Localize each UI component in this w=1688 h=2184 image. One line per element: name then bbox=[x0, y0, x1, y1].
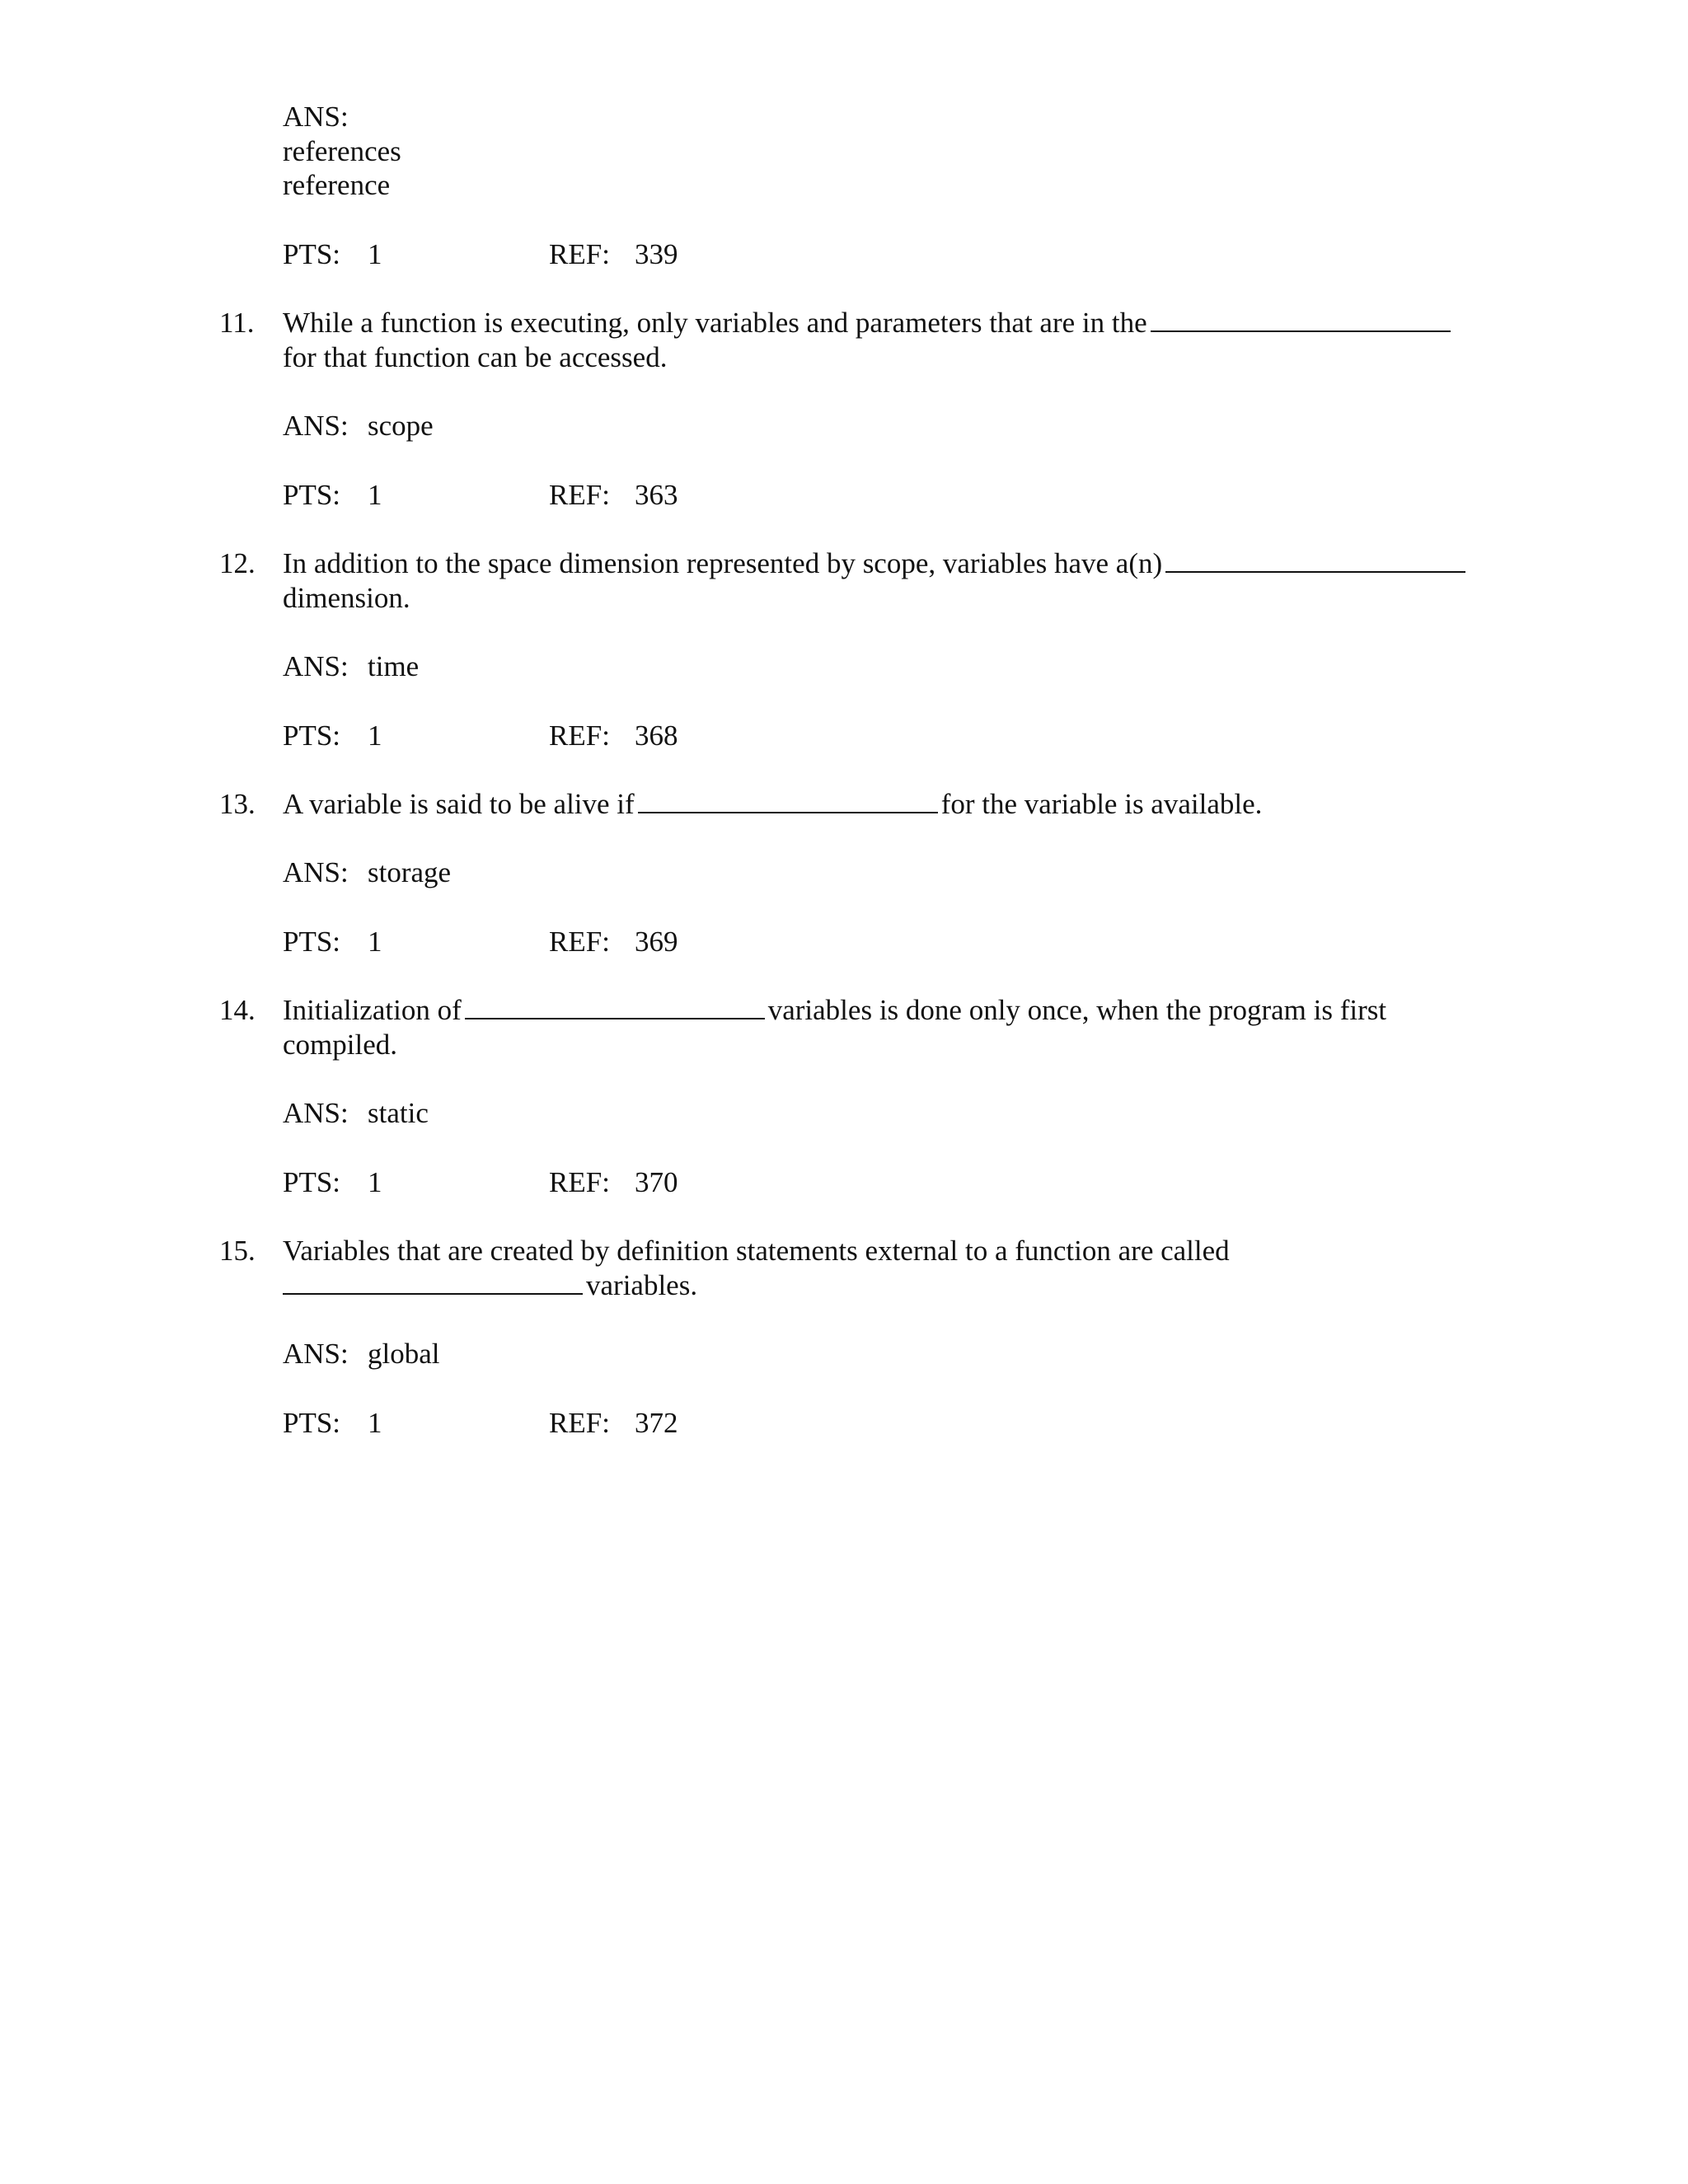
question-number: 11. bbox=[219, 307, 255, 339]
ans-label: ANS: bbox=[283, 856, 349, 888]
question-number: 14. bbox=[219, 994, 256, 1026]
ans-label: ANS: bbox=[283, 650, 349, 682]
ref-value: 370 bbox=[635, 1166, 678, 1198]
ans-label: ANS: bbox=[283, 410, 349, 442]
pts-label: PTS: bbox=[283, 479, 341, 511]
question-text-segment: While a function is executing, only variables and parameters that are in the bbox=[283, 307, 1147, 339]
question-text bbox=[283, 546, 1469, 581]
question-text bbox=[283, 787, 1262, 822]
question-text-segment: variables is done only once, when the program is first bbox=[767, 994, 1387, 1026]
pts-value: 1 bbox=[368, 1407, 382, 1439]
ref-value: 339 bbox=[635, 238, 678, 270]
answer-text: time bbox=[368, 650, 420, 682]
pts-value: 1 bbox=[368, 719, 382, 752]
pts-value: 1 bbox=[368, 926, 382, 958]
ref-label: REF: bbox=[549, 926, 610, 958]
answer-text: static bbox=[368, 1097, 429, 1129]
question-text-line: for that function can be accessed. bbox=[283, 341, 668, 373]
answer-text: reference bbox=[283, 169, 391, 201]
ans-label: ANS: bbox=[283, 1097, 349, 1129]
pts-value: 1 bbox=[368, 238, 382, 270]
ref-value: 369 bbox=[635, 926, 678, 958]
question-text-segment: A variable is said to be alive if bbox=[283, 788, 635, 820]
answer-text: references bbox=[283, 135, 401, 167]
pts-value: 1 bbox=[368, 479, 382, 511]
answer-blank bbox=[283, 1268, 583, 1295]
ref-label: REF: bbox=[549, 719, 610, 752]
question-text: Variables that are created by definition statements external to a function are called bbox=[283, 1235, 1230, 1267]
pts-label: PTS: bbox=[283, 926, 341, 958]
answer-blank bbox=[638, 787, 938, 813]
ref-label: REF: bbox=[549, 1407, 610, 1439]
question-text-line: dimension. bbox=[283, 582, 410, 614]
pts-label: PTS: bbox=[283, 238, 341, 270]
answer-text: scope bbox=[368, 410, 434, 442]
ref-label: REF: bbox=[549, 238, 610, 270]
pts-label: PTS: bbox=[283, 1407, 341, 1439]
ans-label: ANS: bbox=[283, 101, 349, 133]
ref-label: REF: bbox=[549, 1166, 610, 1198]
pts-value: 1 bbox=[368, 1166, 382, 1198]
question-number: 12. bbox=[219, 547, 256, 579]
answer-blank bbox=[1165, 546, 1465, 573]
question-text bbox=[283, 306, 1454, 340]
answer-text: global bbox=[368, 1338, 440, 1370]
question-text-segment: In addition to the space dimension represented by scope, variables have a(n) bbox=[283, 547, 1163, 579]
pts-label: PTS: bbox=[283, 1166, 341, 1198]
question-number: 13. bbox=[219, 788, 256, 820]
ref-value: 372 bbox=[635, 1407, 678, 1439]
question-text-segment: for the variable is available. bbox=[940, 788, 1263, 820]
pts-label: PTS: bbox=[283, 719, 341, 752]
question-text-segment: variables. bbox=[586, 1269, 698, 1301]
question-text-line: compiled. bbox=[283, 1029, 397, 1061]
answer-blank bbox=[465, 993, 765, 1019]
question-number: 15. bbox=[219, 1235, 256, 1267]
question-text-segment: Initialization of bbox=[283, 994, 462, 1026]
ans-label: ANS: bbox=[283, 1338, 349, 1370]
ref-label: REF: bbox=[549, 479, 610, 511]
answer-blank bbox=[1151, 306, 1451, 332]
ref-value: 368 bbox=[635, 719, 678, 752]
question-text-line bbox=[283, 1268, 697, 1303]
question-text bbox=[283, 993, 1386, 1028]
answer-text: storage bbox=[368, 856, 452, 888]
ref-value: 363 bbox=[635, 479, 678, 511]
